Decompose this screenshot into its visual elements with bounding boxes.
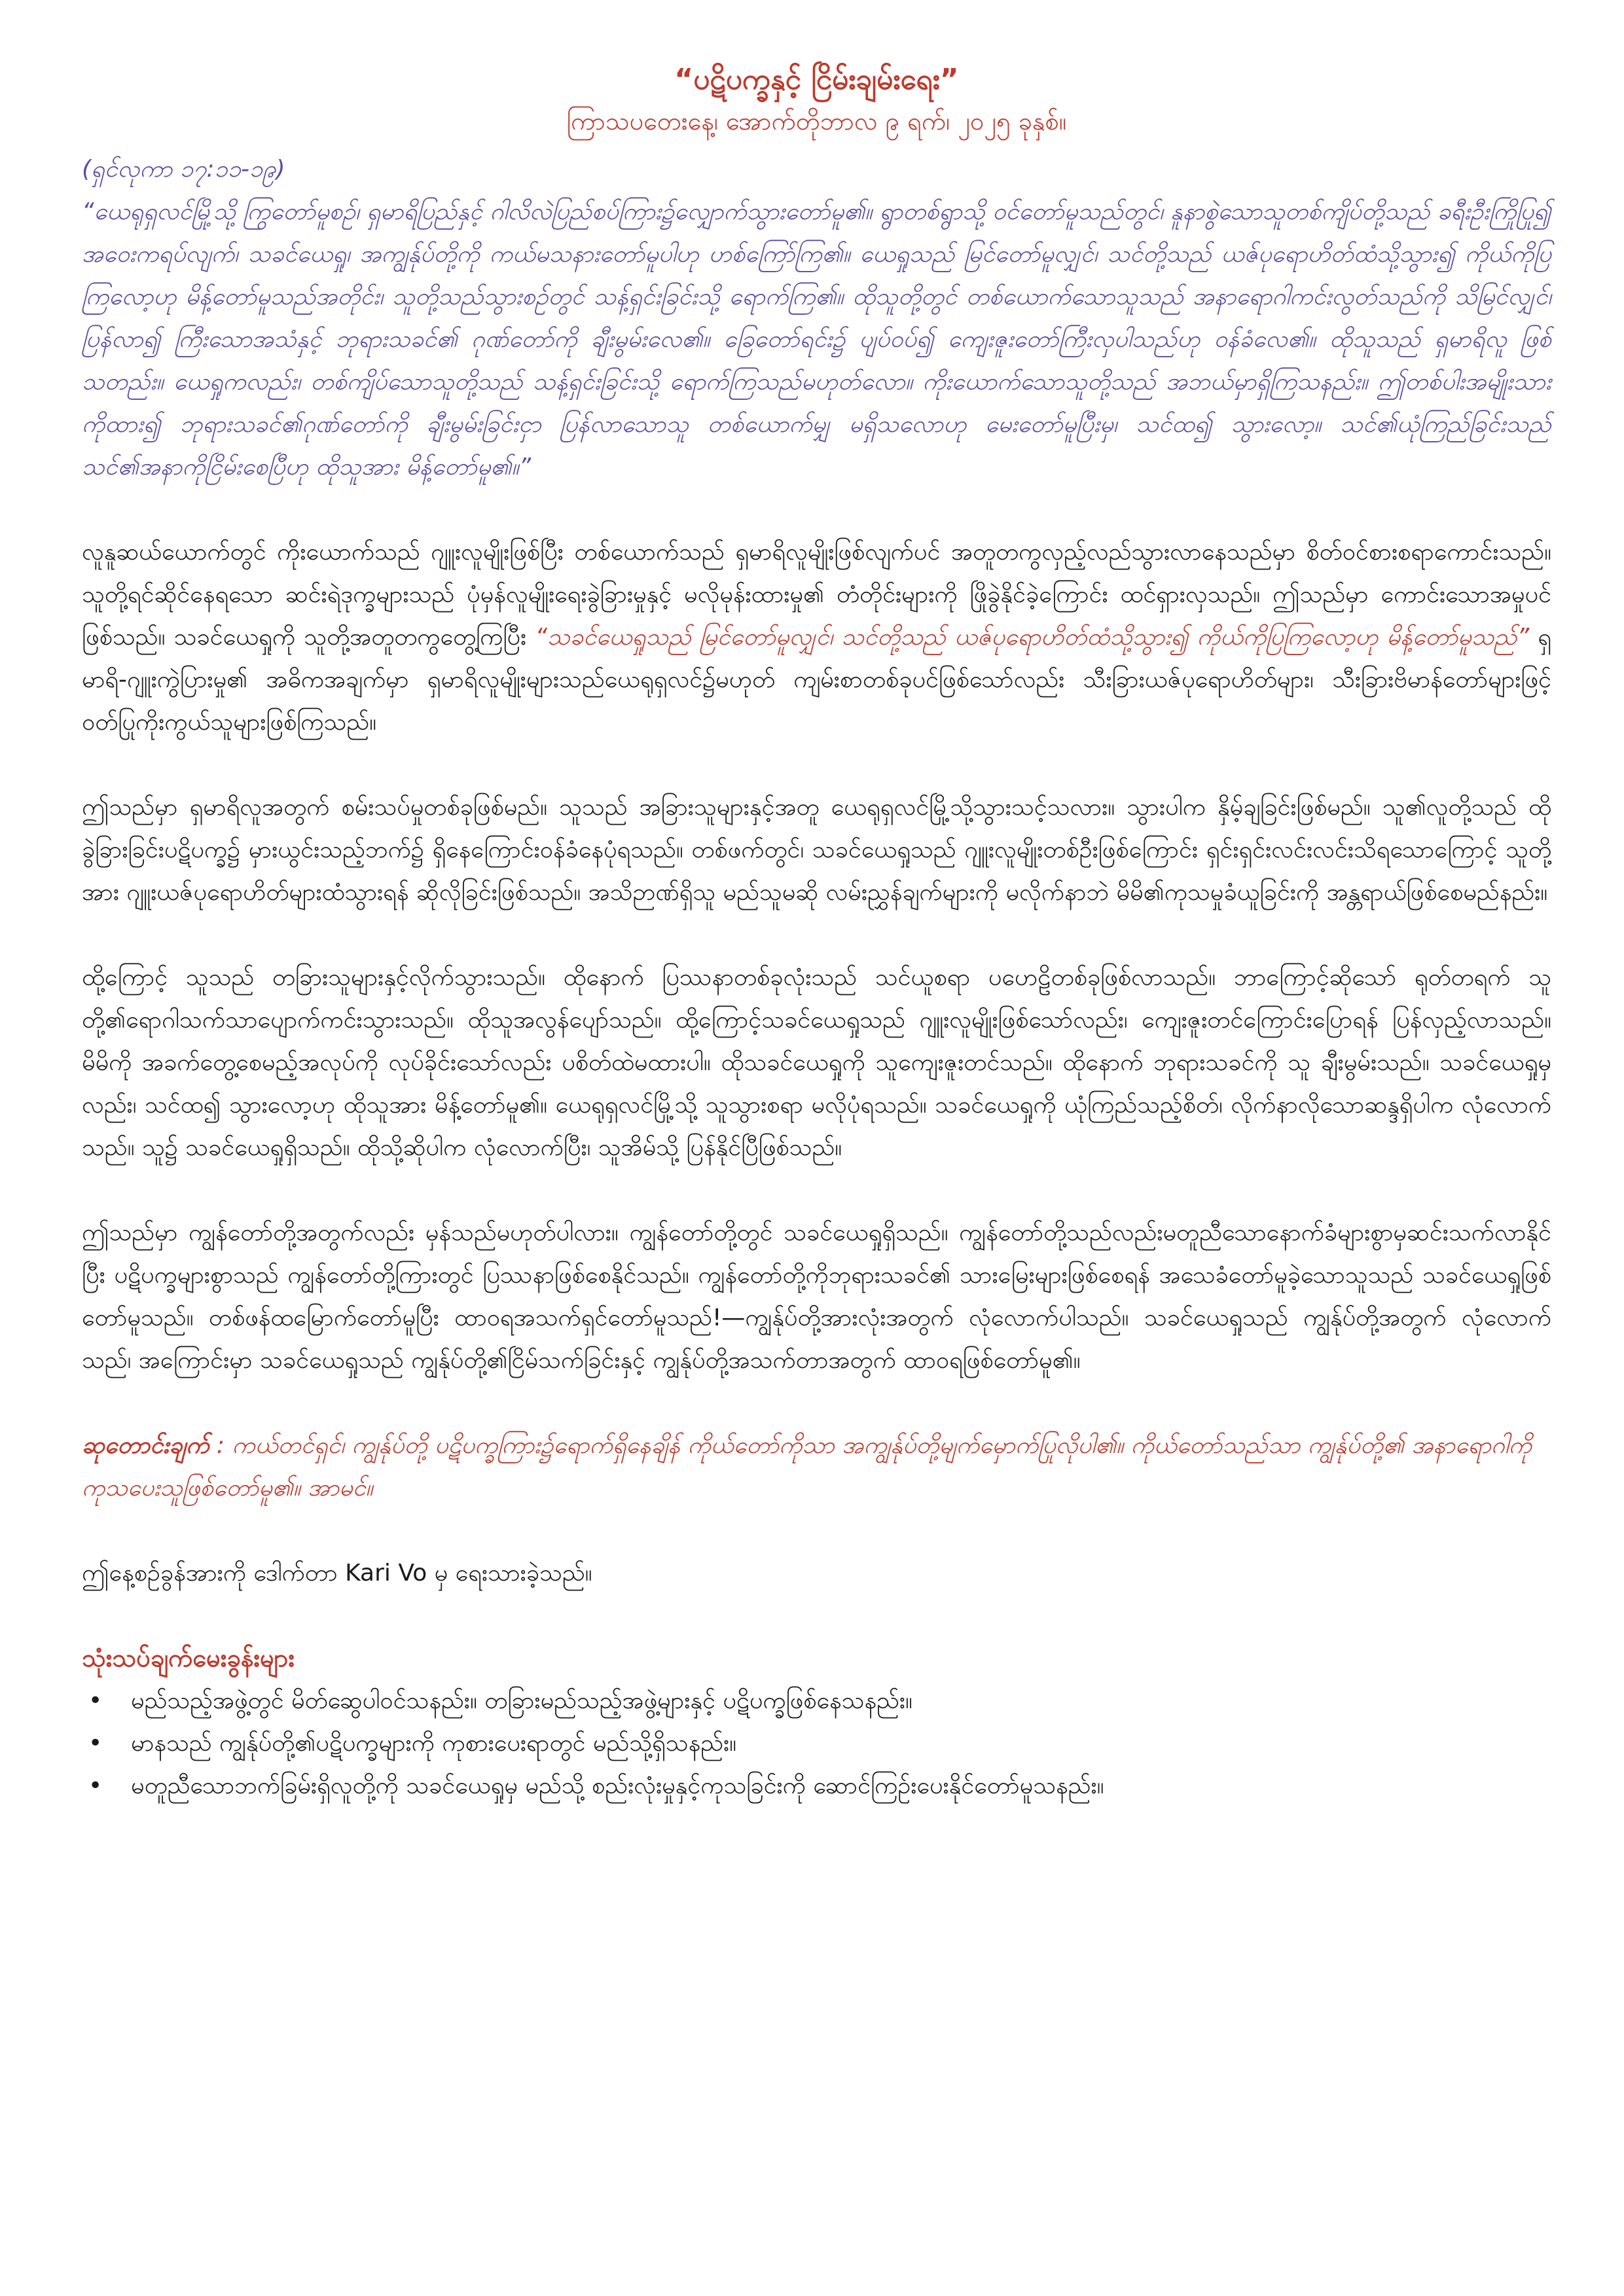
questions-title: သုံးသပ်ချက်မေးခွန်းများ: [82, 1643, 295, 1672]
body-paragraph-1-part-1: လူနူဆယ်ယောက်တွင် ကိုးယောက်သည် ဂျူးလူမျိုးဖြစ်ပြီး တစ်ယောက်သည် ရှမာရိလူမျိုးဖြစ်လျက်ပင် အတူတကွလှည့်လည်သွားလာနေသည်မှာ စိတ်ဝင်စားစရာကောင်းသည်။ သူတို့ရင်ဆိုင်နေရသော ဆင်းရဲဒုက္ခများသည် ပုံမှန်လူမျိုးရေးခွဲခြားမှုနှင့် မလိုမုန်းထားမှု၏ တံတိုင်းများကို ဖြိုခွဲနိုင်ခဲ့ကြောင်း ထင်ရှားလှသည်။ ဤသည်မှာ ကောင်းသောအမှုပင်ဖြစ်သည်။ သခင်ယေရှုကို သူတို့အတူတကွတွေ့ကြပြီး: [82, 539, 1551, 651]
prayer-label: ဆုတောင်းချက်: [82, 1432, 209, 1459]
questions-list: [82, 1679, 1551, 1807]
spacer: [82, 1169, 1551, 1211]
question-item: [82, 1679, 1551, 1722]
page-date: ကြာသပတေးနေ့၊ အောက်တိုဘာလ ၉ ရက်၊ ၂၀၂၅ ခုနှစ်။: [566, 107, 1067, 135]
scripture-text: “ယေရုရှလင်မြို့သို့ ကြွတော်မူစဉ်၊ ရှမာရိပြည်နှင့် ဂါလိလဲပြည်စပ်ကြား၌လျှောက်သွားတော်မူ၏။ ရွာတစ်ရွာသို့ ဝင်တော်မူသည်တွင်၊ နူနာစွဲသောသူတစ်ကျိပ်တို့သည် ခရီးဦးကြိုပြု၍ အဝေးကရပ်လျက်၊ သခင်ယေရှု၊ အကျွန်ုပ်တို့ကို ကယ်မသနားတော်မူပါဟု ဟစ်ကြော်ကြ၏။ ယေရှုသည် မြင်တော်မူလျှင်၊ သင်တို့သည် ယဇ်ပုရောဟိတ်ထံသို့သွား၍ ကိုယ်ကိုပြကြလော့ဟု မိန့်တော်မူသည်အတိုင်း၊ သူတို့သည်သွားစဉ်တွင် သန့်ရှင်းခြင်းသို့ ရောက်ကြ၏။ ထိုသူတို့တွင် တစ်ယောက်သောသူသည် အနာရောဂါကင်းလွတ်သည်ကို သိမြင်လျှင်၊ ပြန်လာ၍ ကြီးသောအသံနှင့် ဘုရားသခင်၏ ဂုဏ်တော်ကို ချီးမွမ်းလေ၏။ ခြေတော်ရင်း၌ ပျပ်ဝပ်၍ ကျေးဇူးတော်ကြီးလှပါသည်ဟု ဝန်ခံလေ၏။ ထိုသူသည် ရှမာရိလူ ဖြစ်သတည်း။ ယေရှုကလည်း၊ တစ်ကျိပ်သောသူတို့သည် သန့်ရှင်းခြင်းသို့ ရောက်ကြသည်မဟုတ်လော။ ကိုးယောက်သောသူတို့သည် အဘယ်မှာရှိကြသနည်း။ ဤတစ်ပါးအမျိုးသားကိုထား၍ ဘုရားသခင်၏ဂုဏ်တော်ကို ချီးမွမ်းခြင်းငှာ ပြန်လာသောသူ တစ်ယောက်မျှ မရှိသလောဟု မေးတော်မူပြီးမှ၊ သင်ထ၍ သွားလော့။ သင်၏ယုံကြည်ခြင်းသည် သင်၏အနာကိုငြိမ်းစေပြီဟု ထိုသူအား မိန့်တော်မူ၏။”: [82, 198, 1551, 480]
body-paragraph-4: ဤသည်မှာ ကျွန်တော်တို့အတွက်လည်း မှန်သည်မဟုတ်ပါလား။ ကျွန်တော်တို့တွင် သခင်ယေရှုရှိသည်။ ကျွန်တော်တို့သည်လည်းမတူညီသောနောက်ခံများစွာမှဆင်းသက်လာနိုင်ပြီး ပဋိပက္ခများစွာသည် ကျွန်တော်တို့ကြားတွင် ပြဿနာဖြစ်စေနိုင်သည်။ ကျွန်တော်တို့ကိုဘုရားသခင်၏ သားမြေးများဖြစ်စေရန် အသေခံတော်မူခဲ့သောသူသည် သခင်ယေရှုဖြစ်တော်မူသည်။ တစ်ဖန်ထမြောက်တော်မူပြီး ထာဝရအသက်ရှင်တော်မူသည်!—ကျွန်ုပ်တို့အားလုံးအတွက် လုံလောက်ပါသည်။ သခင်ယေရှုသည် ကျွန်ုပ်တို့အတွက် လုံလောက်သည်၊ အကြောင်းမှာ သခင်ယေရှုသည် ကျွန်ုပ်တို့၏ငြိမ်သက်ခြင်းနှင့် ကျွန်ုပ်တို့အသက်တာအတွက် ထာဝရဖြစ်တော်မူ၏။: [82, 1219, 1551, 1374]
spacer: [82, 744, 1551, 786]
scripture-reference: (ရှင်လုကာ ၁၇:၁၁-၁၉): [82, 156, 285, 183]
spacer: [82, 914, 1551, 956]
question-text: မည်သည့်အဖွဲ့တွင် မိတ်ဆွေပါဝင်သနည်း။ တခြားမည်သည့်အဖွဲ့များနှင့် ပဋိပက္ခဖြစ်နေသနည်း။: [131, 1687, 912, 1714]
body-paragraph-1-highlight: “သခင်ယေရှုသည် မြင်တော်မူလျှင်၊ သင်တို့သည် ယဇ်ပုရောဟိတ်ထံသို့သွား၍ ကိုယ်ကိုပြကြလော့ဟု မိန့်တော်မူသည်”: [535, 624, 1530, 651]
bullet-icon: •: [88, 1772, 103, 1799]
question-item: [82, 1722, 1551, 1765]
body-paragraph-1-part-2: ရှမာရိ-ဂျူးကွဲပြားမှု၏ အဓိကအချက်မှာ ရှမာရိလူမျိုးများသည်ယေရုရှလင်၌မဟုတ် ကျမ်းစာတစ်ခုပင်ဖြစ်သော်လည်း သီးခြားယဇ်ပုရောဟိတ်များ၊ သီးခြားဗိမာန်တော်များဖြင့် ဝတ်ပြုကိုးကွယ်သူများဖြစ်ကြသည်။: [82, 624, 1551, 736]
prayer: [82, 1424, 1551, 1509]
devotional-page: [82, 59, 1551, 1807]
body-paragraph-3: ထို့ကြောင့် သူသည် တခြားသူများနှင့်လိုက်သွားသည်။ ထိုနောက် ပြဿနာတစ်ခုလုံးသည် သင်ယူစရာ ပဟေဠိတစ်ခုဖြစ်လာသည်။ ဘာကြောင့်ဆိုသော် ရုတ်တရက် သူတို့၏ရောဂါသက်သာပျောက်ကင်းသွားသည်။ ထိုသူအလွန်ပျော်သည်။ ထို့ကြောင့်သခင်ယေရှုသည် ဂျူးလူမျိုးဖြစ်သော်လည်း၊ ကျေးဇူးတင်ကြောင်းပြောရန် ပြန်လှည့်လာသည်။ မိမိကို အခက်တွေ့စေမည့်အလုပ်ကို လုပ်ခိုင်းသော်လည်း ပစိတ်ထဲမထားပါ။ ထိုသခင်ယေရှုကို သူကျေးဇူးတင်သည်။ ထိုနောက် ဘုရားသခင်ကို သူ ချီးမွမ်းသည်။ သခင်ယေရှုမှလည်း၊ သင်ထ၍ သွားလော့ဟု ထိုသူအား မိန့်တော်မူ၏။ ယေရုရှလင်မြို့သို့ သူသွားစရာ မလိုပုံရသည်။ သခင်ယေရှုကို ယုံကြည်သည့်စိတ်၊ လိုက်နာလိုသောဆန္ဒရှိပါက လုံလောက်သည်။ သူ၌ သခင်ယေရှုရှိသည်။ ထိုသို့ဆိုပါက လုံလောက်ပြီး၊ သူအိမ်သို့ ပြန်နိုင်ပြီဖြစ်သည်။: [82, 964, 1551, 1161]
spacer: [82, 1509, 1551, 1552]
bullet-icon: •: [88, 1687, 103, 1714]
author-note: ဤနေ့စဉ်ခွန်အားကို ဒေါက်တာ Kari Vo မှ ရေးသားခဲ့သည်။: [82, 1560, 592, 1587]
spacer: [82, 488, 1551, 531]
body-paragraph-1: [82, 531, 1551, 744]
bullet-icon: •: [88, 1730, 103, 1757]
question-item: [82, 1765, 1551, 1807]
question-text: မာနသည် ကျွန်ုပ်တို့၏ပဋိပက္ခများကို ကုစားပေးရာတွင် မည်သို့ရှိသနည်း။: [131, 1730, 737, 1757]
body-paragraph-2: ဤသည်မှာ ရှမာရိလူအတွက် စမ်းသပ်မှုတစ်ခုဖြစ်မည်။ သူသည် အခြားသူများနှင့်အတူ ယေရုရှလင်မြို့သို့သွားသင့်သလား။ သွားပါက နှိမ့်ချခြင်းဖြစ်မည်။ သူ၏လူတို့သည် ထိုခွဲခြားခြင်းပဋိပက္ခ၌ မှားယွင်းသည့်ဘက်၌ ရှိနေကြောင်းဝန်ခံနေပုံရသည်။ တစ်ဖက်တွင်၊ သခင်ယေရှုသည် ဂျူးလူမျိုးတစ်ဦးဖြစ်ကြောင်း ရှင်းရှင်းလင်းလင်းသိရသောကြောင့် သူတို့အား ဂျူးယဇ်ပုရောဟိတ်များထံသွားရန် ဆိုလိုခြင်းဖြစ်သည်။ အသိဉာဏ်ရှိသူ မည်သူမဆို လမ်းညွှန်ချက်များကို မလိုက်နာဘဲ မိမိ၏ကုသမှုခံယူခြင်းကို အန္တရာယ်ဖြစ်စေမည်နည်း။: [82, 794, 1551, 906]
page-title: “ပဋိပက္ခနှင့် ငြိမ်းချမ်းရေး”: [674, 63, 959, 96]
prayer-text: : ကယ်တင်ရှင်၊ ကျွန်ုပ်တို့ ပဋိပက္ခကြား၌ရောက်ရှိနေချိန် ကိုယ်တော်ကိုသာ အကျွန်ုပ်တို့မျက်မှောက်ပြုလိုပါ၏။ ကိုယ်တော်သည်သာ ကျွန်ုပ်တို့၏ အနာရောဂါကို ကုသပေးသူဖြစ်တော်မူ၏။ အာမင်။: [82, 1432, 1532, 1501]
spacer: [82, 1594, 1551, 1637]
question-text: မတူညီသောဘက်ခြမ်းရှိလူတို့ကို သခင်ယေရှုမှ မည်သို့ စည်းလုံးမှုနှင့်ကုသခြင်းကို ဆောင်ကြဉ်းပေးနိုင်တော်မူသနည်း။: [131, 1772, 1104, 1799]
spacer: [82, 1382, 1551, 1424]
